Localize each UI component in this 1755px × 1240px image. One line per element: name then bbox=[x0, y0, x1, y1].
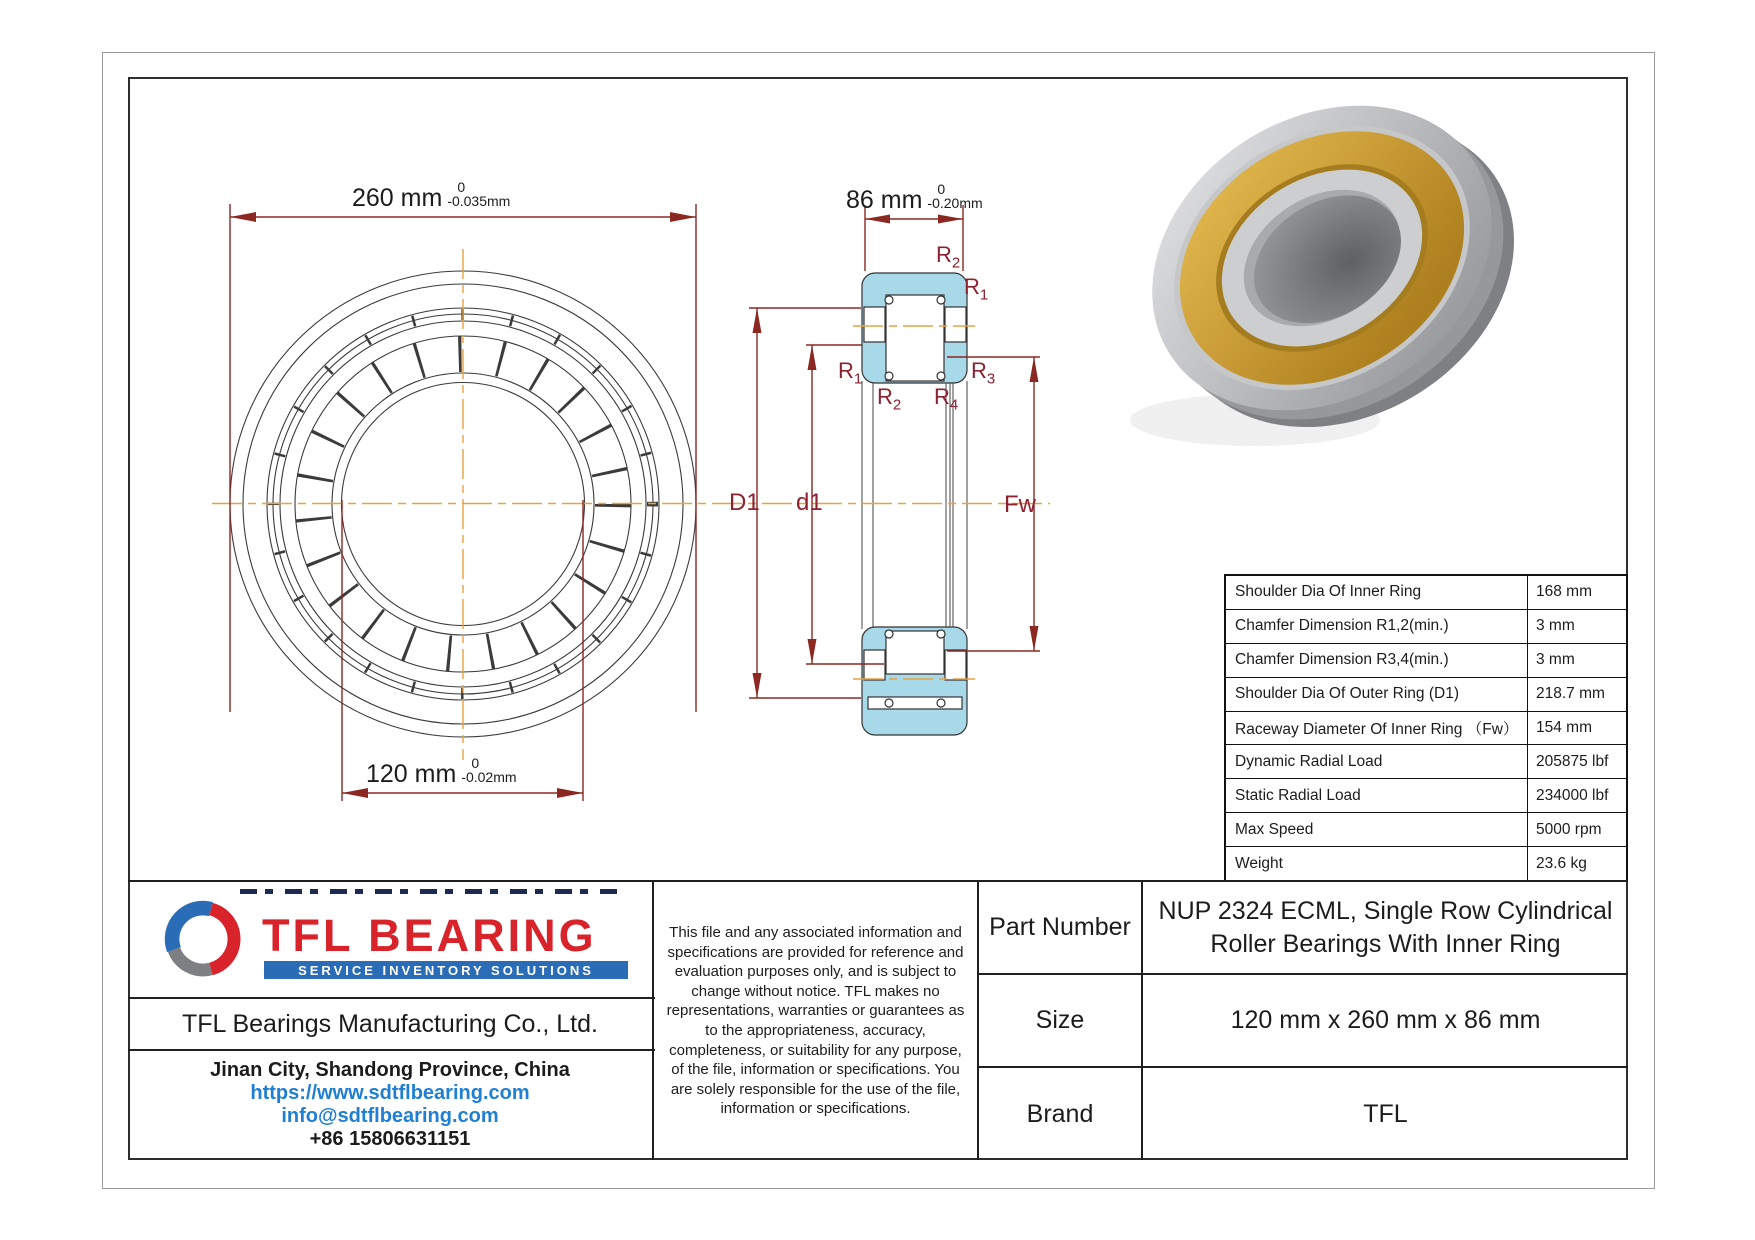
company-address-block bbox=[130, 1051, 650, 1158]
tolerance-lower: -0.20mm bbox=[927, 195, 983, 211]
titleblock-divider bbox=[978, 1066, 1628, 1068]
spec-label: Max Speed bbox=[1226, 813, 1528, 846]
table-row bbox=[1226, 778, 1626, 812]
chamfer-label-r2-top: $R_2$ bbox=[936, 242, 961, 272]
company-location: Jinan City, Shandong Province, China bbox=[210, 1058, 570, 1081]
titleblock-divider bbox=[977, 880, 979, 1160]
dim-bore-diameter-text bbox=[366, 755, 517, 789]
field-value-size: 120 mm x 260 mm x 86 mm bbox=[1230, 1006, 1541, 1034]
spec-label: Shoulder Dia Of Inner Ring bbox=[1226, 576, 1528, 609]
phone-number: +86 15806631151 bbox=[309, 1127, 471, 1150]
spec-label: Chamfer Dimension R1,2(min.) bbox=[1226, 610, 1528, 643]
tolerance-upper: 0 bbox=[471, 755, 480, 771]
field-value-brand: TFL bbox=[1363, 1099, 1408, 1128]
chamfer-label-r4-bottom: $R_4$ bbox=[934, 384, 959, 414]
tolerance-lower: -0.02mm bbox=[461, 769, 517, 785]
logo-cell bbox=[130, 882, 650, 997]
spec-value: 154 mm bbox=[1536, 719, 1592, 736]
dim-bore-tolerance bbox=[461, 756, 516, 784]
chamfer-label-r2-bottom: $R_2$ bbox=[877, 384, 902, 414]
field-label-part-number: Part Number bbox=[989, 913, 1131, 941]
spec-value: 168 mm bbox=[1536, 583, 1592, 601]
spec-value: 218.7 mm bbox=[1536, 685, 1605, 703]
spec-value: 234000 lbf bbox=[1536, 786, 1609, 804]
label-inner-shoulder-d1: d1 bbox=[796, 489, 823, 516]
table-row bbox=[1226, 609, 1626, 643]
spec-value: 205875 lbf bbox=[1536, 752, 1609, 770]
table-row bbox=[1226, 643, 1626, 677]
field-label-size: Size bbox=[1035, 1006, 1085, 1034]
field-value-part-number: NUP 2324 ECML, Single Row Cylindrical Roller Bearings With Inner Ring bbox=[1158, 896, 1613, 958]
table-row bbox=[1226, 744, 1626, 778]
table-row bbox=[1226, 711, 1626, 745]
spec-label: Static Radial Load bbox=[1226, 779, 1528, 812]
dim-bore-value: 120 mm bbox=[366, 760, 457, 788]
titleblock-divider bbox=[128, 997, 655, 999]
dim-outer-value: 260 mm bbox=[352, 184, 443, 212]
titleblock-divider bbox=[1141, 880, 1143, 1160]
tolerance-upper: 0 bbox=[457, 179, 466, 195]
dim-width-tolerance bbox=[927, 182, 982, 210]
chamfer-label-r1-bottom: $R_1$ bbox=[838, 358, 863, 388]
label-raceway-fw: Fw bbox=[1004, 491, 1036, 518]
chamfer-label-r1-top: $R_1$ bbox=[964, 274, 989, 304]
decorative-dashed-line bbox=[240, 889, 622, 894]
spec-label: Weight bbox=[1226, 847, 1528, 880]
spec-value: 23.6 kg bbox=[1536, 854, 1587, 872]
tolerance-upper: 0 bbox=[937, 181, 946, 197]
company-logo-mark bbox=[160, 896, 246, 982]
spec-value: 3 mm bbox=[1536, 617, 1575, 635]
email-link[interactable]: info@sdtflbearing.com bbox=[281, 1104, 499, 1127]
titleblock-divider bbox=[978, 973, 1628, 975]
website-link[interactable]: https://www.sdtflbearing.com bbox=[250, 1081, 530, 1104]
dim-outer-tolerance bbox=[447, 180, 510, 208]
logo-tagline: SERVICE INVENTORY SOLUTIONS bbox=[264, 961, 628, 979]
table-row bbox=[1226, 812, 1626, 846]
titleblock-divider bbox=[128, 880, 1628, 882]
spec-label: Raceway Diameter Of Inner Ring （Fw） bbox=[1226, 712, 1528, 745]
label-outer-shoulder-d1: D1 bbox=[729, 489, 760, 516]
dim-width-value: 86 mm bbox=[846, 186, 923, 214]
spec-value: 3 mm bbox=[1536, 651, 1575, 669]
spec-label: Chamfer Dimension R3,4(min.) bbox=[1226, 644, 1528, 677]
cross-section-cylinder-lines bbox=[862, 381, 967, 629]
table-row bbox=[1226, 576, 1626, 609]
spec-value: 5000 rpm bbox=[1536, 820, 1602, 838]
titleblock-divider bbox=[128, 1049, 655, 1051]
chamfer-label-r3-bottom: $R_3$ bbox=[971, 358, 996, 388]
company-name: TFL Bearings Manufacturing Co., Ltd. bbox=[182, 1009, 598, 1038]
specification-table bbox=[1224, 574, 1628, 882]
dim-outer-diameter-text bbox=[352, 179, 511, 213]
spec-label: Shoulder Dia Of Outer Ring (D1) bbox=[1226, 678, 1528, 711]
disclaimer-text: This file and any associated information and specifications are provided for reference and evaluation purposes only, and is subject to change without notice. TFL makes no representations, warranties or guarantees as to the appropriateness, accuracy, completeness, or suitability for any purpose, of the file, information or specifications. You are solely responsible for the use of the file, information or specifications. bbox=[666, 924, 965, 1118]
dim-width-text bbox=[846, 181, 983, 215]
tolerance-lower: -0.035mm bbox=[447, 193, 511, 209]
spec-label: Dynamic Radial Load bbox=[1226, 745, 1528, 778]
logo-wordmark: TFL BEARING bbox=[262, 910, 597, 961]
table-row bbox=[1226, 677, 1626, 711]
table-row bbox=[1226, 846, 1626, 880]
field-label-brand: Brand bbox=[1026, 1099, 1094, 1128]
titleblock-divider bbox=[652, 880, 654, 1160]
